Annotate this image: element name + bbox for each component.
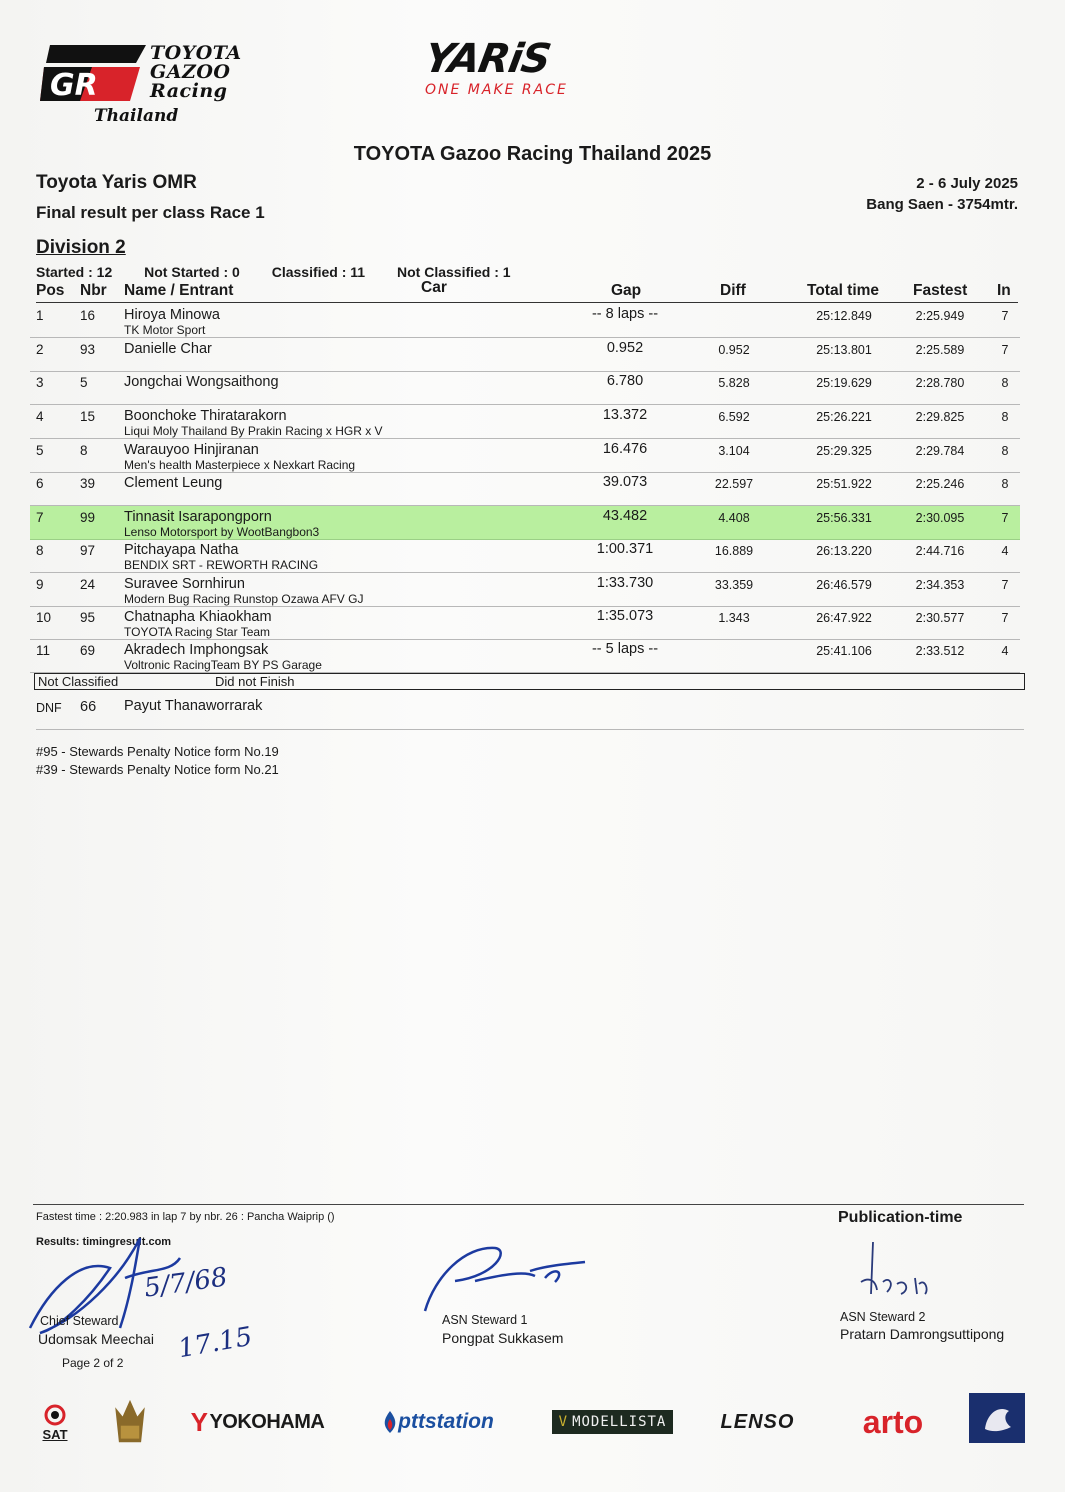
cell-name: Hiroya Minowa — [124, 307, 220, 323]
cell-in: 4 — [1001, 544, 1009, 558]
cell-total: 26:47.922 — [816, 611, 872, 625]
yaris-logo: YARiS — [420, 36, 554, 82]
cell-pos: 1 — [36, 308, 44, 323]
asn-steward-1-role: ASN Steward 1 — [442, 1313, 528, 1327]
cell-gap: 1:00.371 — [596, 541, 654, 557]
table-row — [30, 338, 1020, 372]
association-crest-icon — [969, 1393, 1025, 1443]
cell-pos: 7 — [36, 510, 44, 525]
cell-gap: 1:33.730 — [596, 575, 654, 591]
cell-nbr: 99 — [80, 510, 96, 525]
col-fastest: Fastest — [913, 282, 968, 299]
cell-pos: 10 — [36, 610, 52, 625]
cell-diff: 3.104 — [718, 444, 750, 458]
results-source: Results: timingresult.com — [36, 1236, 172, 1248]
cell-nbr: 24 — [80, 577, 96, 592]
cell-pos: 11 — [36, 643, 51, 658]
cell-fast: 2:28.780 — [915, 376, 965, 390]
cell-total: 25:51.922 — [816, 477, 872, 491]
series-name: Toyota Yaris OMR — [36, 172, 197, 193]
cell-nbr: 93 — [80, 342, 96, 357]
table-header — [36, 279, 1018, 303]
col-pos: Pos — [36, 282, 65, 299]
cell-gap: 1:35.073 — [596, 608, 654, 624]
lenso-logo: LENSO — [720, 1410, 795, 1433]
cell-team: Voltronic RacingTeam BY PS Garage — [124, 658, 322, 672]
royal-emblem-icon — [110, 1398, 150, 1446]
division-heading: Division 2 — [36, 237, 126, 258]
page-number: Page 2 of 2 — [62, 1356, 124, 1370]
cell-in: 8 — [1001, 477, 1009, 491]
cell-name: Jongchai Wongsaithong — [124, 374, 279, 390]
cell-gap: 13.372 — [602, 407, 648, 423]
cell-fast: 2:29.784 — [915, 444, 965, 458]
asn-steward-1-signature — [415, 1236, 595, 1316]
table-row — [30, 639, 1020, 673]
cell-gap: 43.482 — [602, 508, 648, 524]
cell-name: Tinnasit Isarapongporn — [124, 509, 272, 525]
cell-gap: 39.073 — [602, 474, 648, 490]
cell-fast: 2:44.716 — [915, 544, 965, 558]
modellista-logo: V MODELLISTA — [552, 1410, 673, 1434]
cell-pos: 3 — [36, 375, 44, 390]
table-row — [30, 506, 1020, 540]
cell-gap: 16.476 — [602, 441, 648, 457]
cell-gap: 0.952 — [606, 340, 644, 356]
cell-pos: 5 — [36, 443, 44, 458]
cell-diff: 33.359 — [714, 578, 754, 592]
cell-diff: 16.889 — [714, 544, 754, 558]
cell-fast: 2:30.095 — [915, 511, 965, 525]
ptt-flame-icon — [382, 1411, 398, 1433]
col-nbr: Nbr — [80, 282, 107, 299]
cell-pos: 4 — [36, 409, 44, 424]
cell-nbr: 97 — [80, 543, 96, 558]
cell-total: 25:56.331 — [816, 511, 872, 525]
penalty-notes — [36, 743, 279, 779]
cell-nbr: 5 — [80, 375, 88, 390]
cell-fast: 2:25.589 — [915, 343, 965, 357]
cell-in: 7 — [1001, 511, 1009, 525]
cell-total: 25:12.849 — [816, 309, 872, 323]
cell-fast: 2:33.512 — [915, 644, 965, 658]
cell-gap: 6.780 — [606, 373, 644, 389]
col-total: Total time — [807, 282, 880, 299]
page-title: TOYOTA Gazoo Racing Thailand 2025 — [353, 143, 712, 165]
yokohama-y-icon: Y — [190, 1406, 208, 1437]
arto-logo: arto — [862, 1403, 924, 1440]
cell-nbr: 8 — [80, 443, 88, 458]
cell-total: 25:29.325 — [816, 444, 872, 458]
cell-total: 25:41.106 — [816, 644, 872, 658]
table-row — [30, 539, 1020, 573]
cell-diff: 4.408 — [718, 511, 750, 525]
asn-steward-1-name: Pongpat Sukkasem — [442, 1330, 564, 1346]
col-car: Car — [421, 279, 447, 296]
cell-pos: 8 — [36, 543, 44, 558]
sat-logo: SAT — [30, 1398, 80, 1446]
cell-fast: 2:29.825 — [915, 410, 965, 424]
modellista-v-icon: V — [558, 1414, 569, 1430]
table-row — [30, 371, 1020, 405]
cell-team: TK Motor Sport — [124, 323, 206, 337]
stat-classified: Classified : 11 — [271, 264, 366, 280]
table-row — [30, 439, 1020, 473]
yokohama-logo: Y YOKOHAMA — [190, 1406, 325, 1437]
cell-fast: 2:25.246 — [915, 477, 965, 491]
cell-team: Modern Bug Racing Runstop Ozawa AFV GJ — [124, 592, 364, 606]
dnf-name: Payut Thanaworrarak — [124, 698, 263, 714]
cell-in: 8 — [1001, 444, 1009, 458]
cell-team: BENDIX SRT - REWORTH RACING — [124, 558, 319, 572]
cell-pos: 6 — [36, 476, 44, 491]
cell-name: Clement Leung — [124, 475, 223, 491]
cell-diff: 0.952 — [718, 343, 750, 357]
table-row — [30, 472, 1020, 506]
not-classified-box — [34, 673, 1025, 690]
cell-nbr: 15 — [80, 409, 96, 424]
cell-diff: 22.597 — [714, 477, 754, 491]
cell-team: TOYOTA Racing Star Team — [124, 625, 271, 639]
dnf-row — [36, 697, 1024, 730]
gr-country: Thailand — [94, 106, 179, 126]
cell-diff: 5.828 — [718, 376, 750, 390]
cell-gap: -- 5 laps -- — [591, 641, 659, 657]
cell-pos: 2 — [36, 342, 44, 357]
cell-total: 25:19.629 — [816, 376, 872, 390]
cell-nbr: 95 — [80, 610, 96, 625]
cell-name: Warauyoo Hinjiranan — [124, 442, 259, 458]
cell-in: 4 — [1001, 644, 1009, 658]
event-dates: 2 - 6 July 2025 — [916, 175, 1018, 192]
cell-team: Men's health Masterpiece x Nexkart Racing — [124, 458, 356, 472]
event-venue: Bang Saen - 3754mtr. — [866, 196, 1018, 213]
asn-steward-2-role: ASN Steward 2 — [840, 1310, 926, 1324]
handwritten-date: 5/7/68 — [142, 1262, 230, 1304]
cell-nbr: 16 — [80, 308, 96, 323]
cell-name: Pitchayapa Natha — [124, 542, 239, 558]
cell-total: 25:13.801 — [816, 343, 872, 357]
cell-gap: -- 8 laps -- — [591, 306, 659, 322]
cell-team: Lenso Motorsport by WootBangbon3 — [124, 525, 320, 539]
cell-in: 7 — [1001, 309, 1009, 323]
cell-total: 26:13.220 — [816, 544, 872, 558]
not-classified-reason: Did not Finish — [215, 674, 295, 689]
stat-not-classified: Not Classified : 1 — [397, 264, 511, 280]
cell-in: 8 — [1001, 410, 1009, 424]
stat-started: Started : 12 — [36, 264, 113, 280]
publication-time: Publication-time — [838, 1209, 963, 1226]
col-in: In — [997, 282, 1011, 299]
ptt-station-logo: pttstation — [368, 1398, 508, 1446]
footer-divider — [33, 1204, 1024, 1205]
cell-name: Suravee Sornhirun — [124, 576, 245, 592]
cell-diff: 1.343 — [718, 611, 750, 625]
col-gap: Gap — [611, 282, 642, 299]
event-info — [866, 173, 1018, 215]
dnf-status: DNF — [36, 701, 62, 715]
dnf-nbr: 66 — [80, 699, 97, 715]
table-row — [30, 405, 1020, 439]
col-name: Name / Entrant — [124, 282, 234, 299]
yaris-subtitle: ONE MAKE RACE — [425, 82, 568, 98]
cell-in: 7 — [1001, 611, 1009, 625]
chief-steward-name: Udomsak Meechai — [38, 1331, 154, 1347]
cell-name: Boonchoke Thiratarakorn — [124, 408, 287, 424]
penalty-note: #95 - Stewards Penalty Notice form No.19 — [36, 744, 279, 759]
cell-name: Danielle Char — [124, 341, 212, 357]
gr-wordmark: TOYOTA GAZOO Racing — [150, 42, 242, 102]
cell-in: 7 — [1001, 343, 1009, 357]
not-classified-label: Not Classified — [38, 674, 119, 689]
result-type: Final result per class Race 1 — [36, 203, 265, 222]
cell-in: 7 — [1001, 578, 1009, 592]
cell-team: Liqui Moly Thailand By Prakin Racing x HGR x V — [124, 424, 383, 438]
svg-text:GR: GR — [50, 68, 98, 101]
asn-steward-2-name: Pratarn Damrongsuttipong — [840, 1326, 1005, 1342]
cell-total: 25:26.221 — [816, 410, 872, 424]
cell-nbr: 39 — [80, 476, 96, 491]
col-diff: Diff — [720, 282, 746, 299]
cell-in: 8 — [1001, 376, 1009, 390]
asn-steward-2-signature — [855, 1238, 945, 1302]
race-stats — [36, 264, 539, 280]
gr-logo-icon — [40, 45, 146, 101]
fastest-time: Fastest time : 2:20.983 in lap 7 by nbr. 26 : Pancha Waiprip () — [36, 1211, 335, 1223]
sat-emblem-icon — [40, 1403, 70, 1427]
cell-total: 26:46.579 — [816, 578, 872, 592]
cell-diff: 6.592 — [718, 410, 750, 424]
table-row — [30, 304, 1020, 338]
stat-not-started: Not Started : 0 — [144, 264, 240, 280]
cell-fast: 2:25.949 — [915, 309, 965, 323]
cell-fast: 2:30.577 — [915, 611, 965, 625]
handwritten-time: 17.15 — [175, 1321, 255, 1365]
chief-steward-role: Chief Steward — [40, 1314, 119, 1328]
cell-name: Akradech Imphongsak — [124, 642, 269, 658]
cell-name: Chatnapha Khiaokham — [124, 609, 272, 625]
table-row — [30, 573, 1020, 607]
cell-fast: 2:34.353 — [915, 578, 965, 592]
cell-nbr: 69 — [80, 643, 96, 658]
penalty-note: #39 - Stewards Penalty Notice form No.21 — [36, 762, 279, 777]
cell-pos: 9 — [36, 577, 44, 592]
table-row — [30, 606, 1020, 640]
